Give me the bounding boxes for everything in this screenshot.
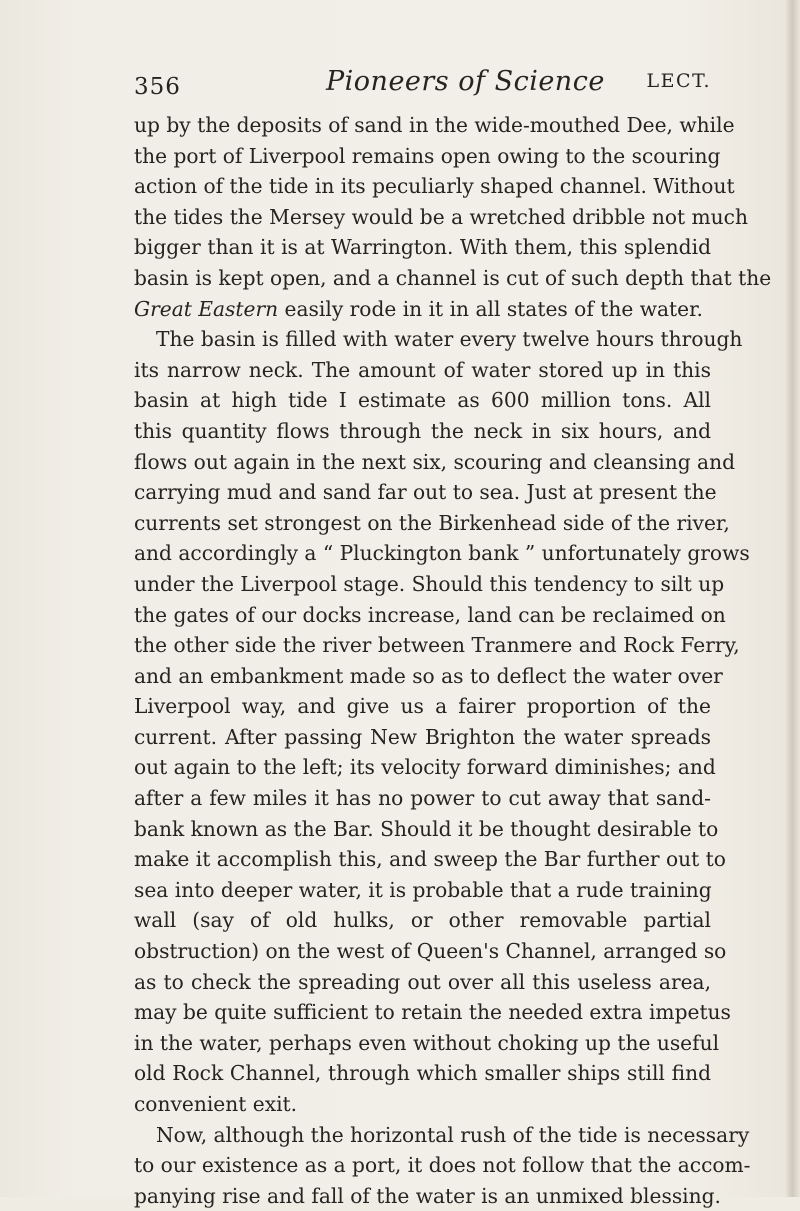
text-line: make it accomplish this, and sweep the Bar further out to bbox=[134, 847, 726, 872]
text-run: easily rode in it in all states of the water. bbox=[278, 296, 703, 321]
text-line: to our existence as a port, it does not follow that the accom- bbox=[134, 1153, 751, 1178]
text-line: as to check the spreading out over all this useless area, bbox=[134, 969, 711, 994]
text-line: up by the deposits of sand in the wide-mouthed Dee, while bbox=[134, 113, 735, 137]
text-line: and an embankment made so as to deflect the water over bbox=[134, 663, 723, 688]
text-line: basin at high tide I estimate as 600 million tons. All bbox=[134, 388, 711, 413]
paragraph-start-line: Now, although the horizontal rush of the tide is necessary bbox=[156, 1122, 750, 1147]
body-text bbox=[134, 110, 772, 1211]
text-line: the gates of our docks increase, land can be reclaimed on bbox=[134, 602, 726, 627]
text-line: flows out again in the next six, scouring and cleansing and bbox=[134, 449, 735, 474]
text-line: currents set strongest on the Birkenhead side of the river, bbox=[134, 510, 730, 535]
text-line: basin is kept open, and a channel is cut of such depth that the bbox=[134, 265, 772, 290]
text-line: obstruction) on the west of Queen's Channel, arranged so bbox=[134, 939, 727, 964]
text-line: out again to the left; its velocity forward diminishes; and bbox=[134, 755, 716, 780]
running-head bbox=[126, 52, 711, 100]
text-line: sea into deeper water, it is probable that a rude training bbox=[134, 877, 712, 902]
text-line: under the Liverpool stage. Should this tendency to silt up bbox=[134, 571, 725, 596]
running-title: Pioneers of Science bbox=[326, 66, 605, 97]
text-line: current. After passing New Brighton the water spreads bbox=[134, 724, 711, 749]
page-number: 356 bbox=[134, 74, 181, 100]
text-line: the tides the Mersey would be a wretched dribble not much bbox=[134, 204, 748, 229]
text-line bbox=[134, 294, 711, 325]
text-line: after a few miles it has no power to cut away that sand- bbox=[134, 786, 711, 811]
paragraph-start-line: The basin is filled with water every twelve hours through bbox=[156, 327, 743, 352]
text-line: wall (say of old hulks, or other removable partial bbox=[134, 908, 711, 933]
text-line: Liverpool way, and give us a fairer proportion of the bbox=[134, 694, 711, 719]
text-line: this quantity flows through the neck in six hours, and bbox=[134, 418, 711, 443]
text-line: bigger than it is at Warrington. With them, this splendid bbox=[134, 235, 711, 260]
text-line: its narrow neck. The amount of water stored up in this bbox=[134, 357, 711, 382]
section-label: LECT. bbox=[646, 70, 711, 92]
text-line: the port of Liverpool remains open owing to the scouring bbox=[134, 143, 721, 168]
paragraph-end-line: convenient exit. bbox=[134, 1092, 298, 1116]
page-edge-shadow bbox=[786, 0, 800, 1197]
text-line: and accordingly a “ Pluckington bank ” unfortunately grows bbox=[134, 541, 750, 566]
text-line: the other side the river between Tranmere and Rock Ferry, bbox=[134, 633, 740, 658]
text-line: action of the tide in its peculiarly shaped channel. Without bbox=[134, 174, 735, 199]
text-line: may be quite sufficient to retain the needed extra impetus bbox=[134, 1000, 731, 1025]
ship-name: Great Eastern bbox=[134, 296, 279, 321]
text-line: in the water, perhaps even without choking up the useful bbox=[134, 1030, 720, 1055]
text-line: panying rise and fall of the water is an unmixed blessing. bbox=[134, 1183, 721, 1208]
text-line: carrying mud and sand far out to sea. Just at present the bbox=[134, 480, 717, 505]
text-line: bank known as the Bar. Should it be thought desirable to bbox=[134, 816, 719, 841]
text-line: old Rock Channel, through which smaller ships still find bbox=[134, 1061, 711, 1086]
